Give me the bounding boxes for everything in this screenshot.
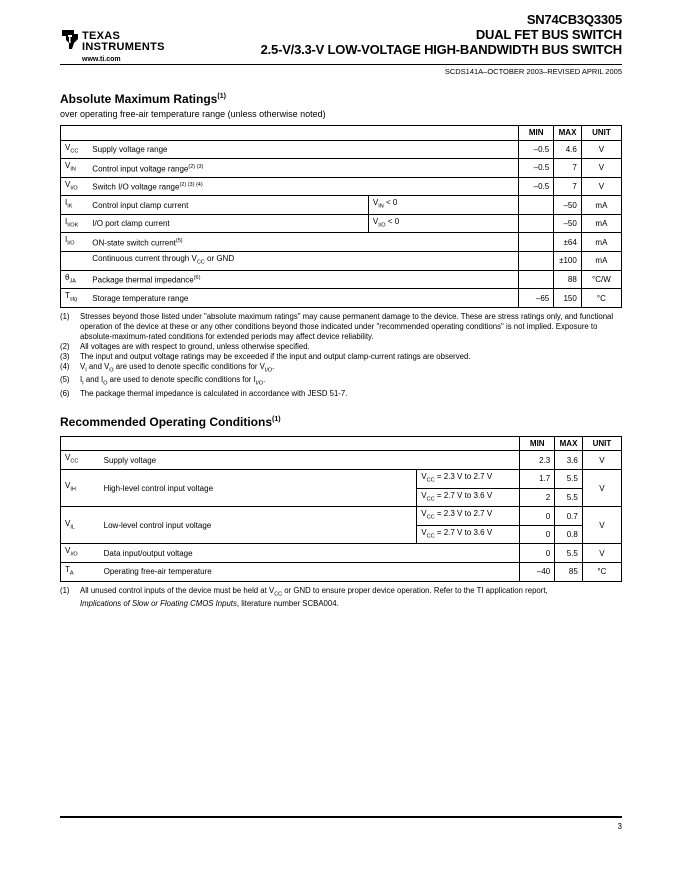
abs-max-subtitle: over operating free-air temperature range (unless otherwise noted) <box>60 109 326 119</box>
table-row: $V_{IL}$ Low-level control input voltage $V_{CC} = 2.3$ V to 2.7 V 0 0.7 V <box>61 507 622 526</box>
symbol: $\theta_{JA}$ <box>61 270 89 289</box>
unit: mA <box>581 233 621 252</box>
condition: $V_{IN} < 0$ <box>368 196 518 215</box>
table-row: $V_{CC}$ Supply voltage 2.3 3.6 V <box>61 451 622 470</box>
unit: V <box>581 159 621 178</box>
table-row <box>61 177 622 196</box>
min-value: –65 <box>519 289 554 308</box>
roc-notes <box>60 586 622 610</box>
condition <box>368 233 518 252</box>
max-value: 88 <box>554 270 582 289</box>
symbol: $T_{stg}$ <box>61 289 89 308</box>
table-header-row <box>61 126 622 141</box>
col-max: MAX <box>554 126 582 141</box>
abs-max-notes <box>60 312 622 399</box>
parameter: ON-state switch current$^{(5)}$ <box>88 233 368 252</box>
abs-max-table <box>60 125 622 308</box>
doc-title-2: 2.5-V/3.3-V LOW-VOLTAGE HIGH-BANDWIDTH BUS SWITCH <box>260 42 622 57</box>
unit: V <box>581 140 621 159</box>
logo-line1: TEXAS <box>82 30 121 42</box>
table-header-row <box>61 436 622 451</box>
ti-logo <box>60 28 180 80</box>
table-row <box>61 289 622 308</box>
unit: V <box>581 177 621 196</box>
page-number: 3 <box>617 822 622 831</box>
min-value <box>519 214 554 233</box>
max-value: ±64 <box>554 233 582 252</box>
condition <box>368 140 518 159</box>
condition <box>368 289 518 308</box>
footnote: (1) All unused control inputs of the device must be held at $V_{CC}$ or GND to ensure proper device operation. Refer to the TI application report, Implications of Slow or Floating CMOS Inputs, literature number SCBA004. <box>60 585 548 609</box>
parameter: Storage temperature range <box>88 289 368 308</box>
max-value: 7 <box>554 159 582 178</box>
max-value: –50 <box>554 196 582 215</box>
min-value: –0.5 <box>519 159 554 178</box>
col-min: MIN <box>520 436 555 451</box>
table-row <box>61 214 622 233</box>
min-value: –0.5 <box>519 140 554 159</box>
footnote: (3) The input and output voltage ratings may be exceeded if the input and output clamp-current ratings are observed. <box>60 351 471 361</box>
condition <box>368 270 518 289</box>
min-value <box>519 252 554 271</box>
ti-logo-icon <box>60 28 80 50</box>
max-value: –50 <box>554 214 582 233</box>
table-row: $V_{I/O}$ Data input/output voltage 0 5.5 V <box>61 544 622 563</box>
parameter: Continuous current through $V_{CC}$ or GND <box>88 252 368 271</box>
table-row: $V_{IH}$ High-level control input voltage $V_{CC} = 2.3$ V to 2.7 V 1.7 5.5 V <box>61 470 622 489</box>
condition <box>368 177 518 196</box>
min-value <box>519 196 554 215</box>
col-unit: UNIT <box>581 126 621 141</box>
table-row <box>61 140 622 159</box>
part-number: SN74CB3Q3305 <box>526 12 622 27</box>
header-rule <box>60 64 622 65</box>
table-row: $V_{CC} = 2.7$ V to 3.6 V 0 0.8 <box>61 525 622 544</box>
symbol: $I_{I/O}$ <box>61 233 89 252</box>
footnote: (2) All voltages are with respect to ground, unless otherwise specified. <box>60 341 310 351</box>
min-value <box>519 270 554 289</box>
table-row <box>61 252 622 271</box>
symbol: $V_{CC}$ <box>61 140 89 159</box>
condition <box>368 159 518 178</box>
page-header <box>60 12 622 78</box>
parameter: Package thermal impedance$^{(6)}$ <box>88 270 368 289</box>
logo-line2: INSTRUMENTS <box>82 41 165 53</box>
unit: mA <box>581 196 621 215</box>
symbol <box>61 252 89 271</box>
unit: °C <box>581 289 621 308</box>
roc-section <box>60 415 622 609</box>
max-value: 7 <box>554 177 582 196</box>
document-page <box>60 12 622 609</box>
table-row <box>61 159 622 178</box>
min-value <box>519 233 554 252</box>
roc-heading: Recommended Operating Conditions$^{(1)}$ <box>60 414 281 429</box>
unit: mA <box>581 252 621 271</box>
logo-url[interactable]: www.ti.com <box>82 56 121 63</box>
condition <box>368 252 518 271</box>
parameter: Switch I/O voltage range$^{(2) (3) (4)}$ <box>88 177 368 196</box>
symbol: $V_{I/O}$ <box>61 177 89 196</box>
document-titles <box>261 12 622 57</box>
footnote: (5) $I_I$ and $I_O$ are used to denote specific conditions for $I_{I/O}$. <box>60 375 266 387</box>
condition: $V_{I/O} < 0$ <box>368 214 518 233</box>
min-value: –0.5 <box>519 177 554 196</box>
parameter: I/O port clamp current <box>88 214 368 233</box>
table-row: $V_{CC} = 2.7$ V to 3.6 V 2 5.5 <box>61 488 622 507</box>
footnote: (6) The package thermal impedance is calculated in accordance with JESD 51-7. <box>60 388 348 398</box>
symbol: $I_{I/OK}$ <box>61 214 89 233</box>
table-row <box>61 270 622 289</box>
footnote: (1) Stresses beyond those listed under "absolute maximum ratings" may cause permanent damage to the device. These are stress ratings only, and functional operation of the device at these or any other conditions beyond those indicated under "recommended operating conditions" is not implied. Exposure to absolute-maximum-rated conditions for extended periods may affect device reliability. <box>60 311 614 341</box>
table-row <box>61 233 622 252</box>
abs-max-heading: Absolute Maximum Ratings$^{(1)}$ <box>60 92 226 106</box>
max-value: ±100 <box>554 252 582 271</box>
unit: mA <box>581 214 621 233</box>
table-row <box>61 196 622 215</box>
parameter: Control input voltage range$^{(2) (3)}$ <box>88 159 368 178</box>
col-min: MIN <box>519 126 554 141</box>
col-max: MAX <box>555 436 583 451</box>
doc-title-1: DUAL FET BUS SWITCH <box>475 27 622 42</box>
parameter: Control input clamp current <box>88 196 368 215</box>
unit: °C/W <box>581 270 621 289</box>
symbol: $I_{IK}$ <box>61 196 89 215</box>
max-value: 150 <box>554 289 582 308</box>
parameter: Supply voltage range <box>88 140 368 159</box>
footnote: (4) $V_I$ and $V_O$ are used to denote specific conditions for $V_{I/O}$. <box>60 361 275 374</box>
symbol: $V_{IN}$ <box>61 159 89 178</box>
table-row: $T_A$ Operating free-air temperature –40 85 °C <box>61 563 622 582</box>
max-value: 4.6 <box>554 140 582 159</box>
doc-number: SCDS141A–OCTOBER 2003–REVISED APRIL 2005 <box>444 67 622 76</box>
col-unit: UNIT <box>582 436 621 451</box>
footer-rule <box>60 816 622 818</box>
abs-max-section <box>60 92 622 399</box>
roc-table <box>60 436 622 582</box>
